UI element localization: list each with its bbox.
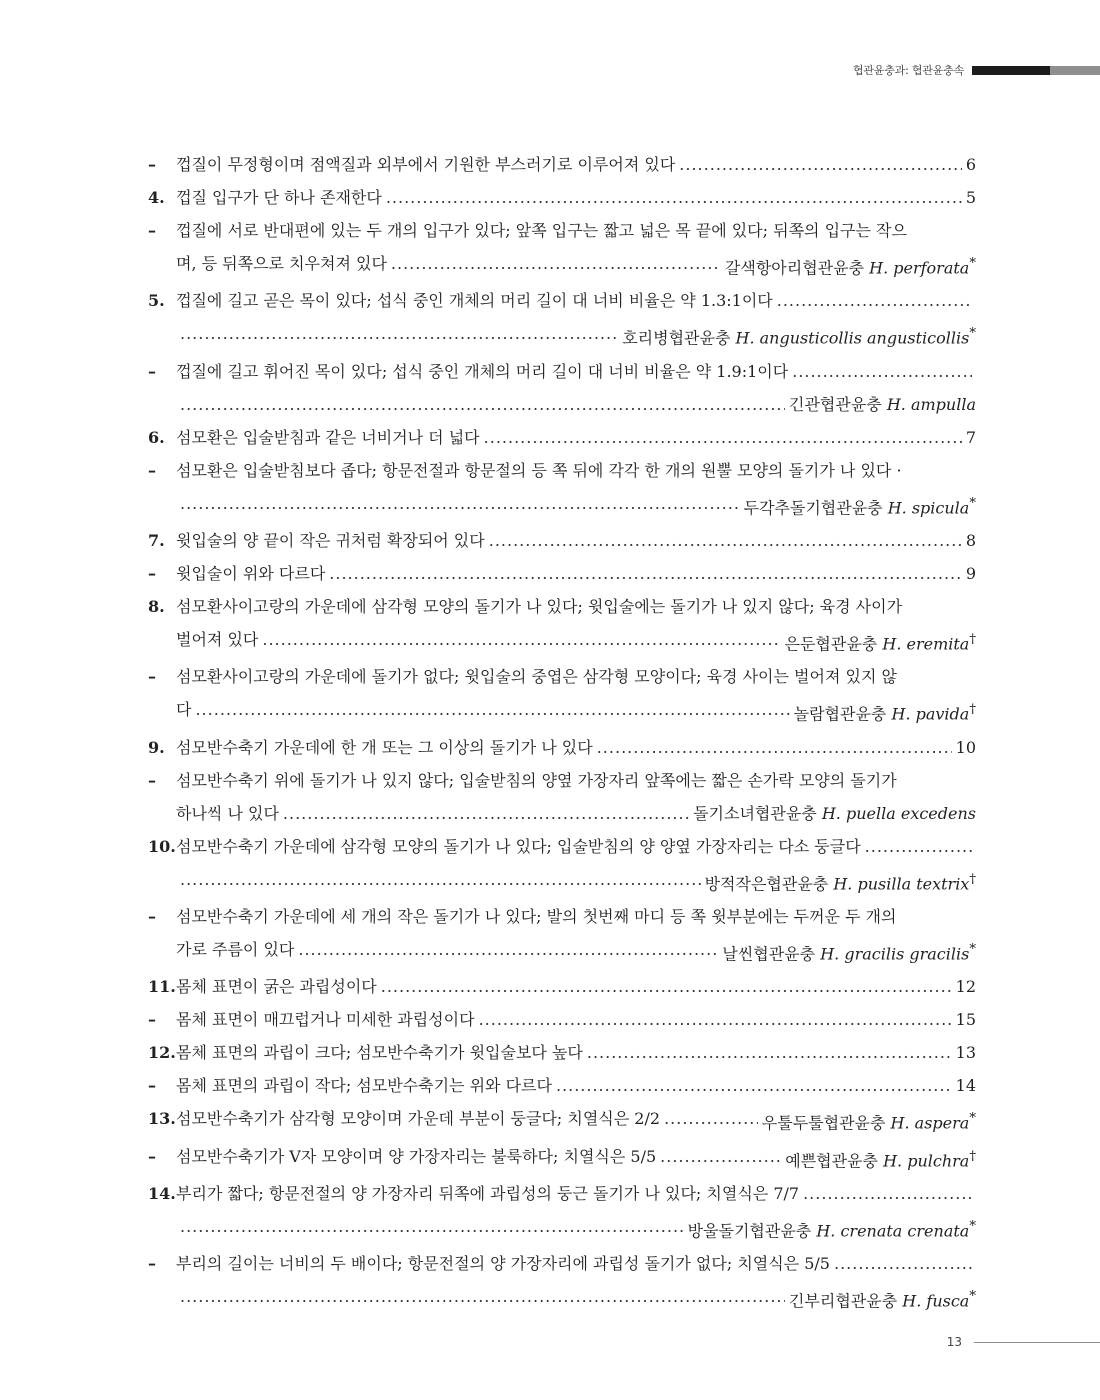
entry-result (956, 1069, 976, 1102)
key-entry (148, 1140, 976, 1177)
leader-dots (777, 284, 972, 317)
result-label: 13 (955, 1043, 976, 1063)
entry-text: 몸체 표면의 과립이 크다; 섬모반수축기가 윗입술보다 높다 (176, 1043, 583, 1063)
species-name: H. fusca (902, 1291, 970, 1311)
key-entry (148, 214, 976, 284)
key-entry (148, 1069, 976, 1102)
leader-dots (381, 970, 952, 1003)
result-label: 두각추돌기협관윤충 (743, 497, 883, 517)
page-number: 13 (946, 1335, 962, 1349)
entry-line (176, 590, 976, 623)
leader-dots (180, 487, 740, 524)
entry-line (176, 731, 976, 764)
species-mark: † (969, 1148, 976, 1164)
couplet-marker: – (148, 361, 156, 381)
leader-dots (587, 1036, 952, 1069)
key-entry (148, 524, 976, 557)
entry-body (176, 1247, 976, 1317)
result-label: 예쁜협관윤충 (785, 1150, 878, 1170)
entry-line (176, 797, 976, 830)
entry-body (176, 1102, 976, 1139)
entry-line (176, 1280, 976, 1317)
leader-dots (180, 1210, 684, 1247)
key-entry (148, 355, 976, 421)
entry-line (176, 487, 976, 524)
leader-dots (679, 148, 962, 181)
entry-body (176, 557, 976, 590)
entry-result (785, 623, 976, 660)
entry-result (722, 933, 976, 970)
species-name: H. angusticollis angusticollis (735, 328, 970, 348)
entry-text: 껍질에 길고 휘어진 목이 있다; 섭식 중인 개체의 머리 길이 대 너비 비율은 약 1.9:1이다 (176, 361, 789, 381)
entry-line (176, 1177, 976, 1210)
result-label: 5 (965, 188, 976, 207)
entry-body (176, 830, 976, 900)
entry-line (176, 355, 976, 388)
result-label: 긴부리협관윤충 (788, 1291, 898, 1311)
couplet-marker: 13. (148, 1109, 176, 1129)
couplet-marker: – (148, 906, 156, 926)
entry-text: 섬모환사이고랑의 가운데에 돌기가 없다; 윗입술의 중엽은 삼각형 모양이다; 육경 사이는 벌어져 있지 않 (176, 667, 897, 687)
leader-dots (489, 524, 962, 557)
result-label: 방적작은협관윤충 (704, 873, 829, 893)
key-entry (148, 1247, 976, 1317)
entry-line (176, 1003, 976, 1036)
leader-dots (391, 247, 721, 284)
entry-body (176, 1069, 976, 1102)
leader-dots (479, 1003, 952, 1036)
result-label: 놀람협관윤충 (793, 704, 887, 724)
entry-text: 섬모환사이고랑의 가운데에 삼각형 모양의 돌기가 나 있다; 윗입술에는 돌기가 나 있지 않다; 육경 사이가 (176, 596, 903, 616)
species-mark: † (969, 871, 976, 887)
species-name: H. eremita (882, 634, 970, 654)
entry-text: 부리가 짧다; 항문전절의 양 가장자리 뒤쪽에 과립성의 둥근 돌기가 나 있다; 치열식은 7/7 (176, 1183, 800, 1203)
species-mark: * (969, 326, 976, 342)
entry-line (176, 1102, 976, 1139)
couplet-marker: – (148, 1146, 156, 1166)
entry-text: 껍질 입구가 단 하나 존재한다 (176, 188, 382, 207)
entry-result (956, 970, 976, 1003)
key-entry (148, 1036, 976, 1069)
leader-dots (834, 1247, 972, 1280)
leader-dots (792, 355, 972, 388)
result-label: 호리병협관윤충 (622, 328, 731, 348)
entry-result (956, 731, 976, 764)
entry-text: 껍질이 무정형이며 점액질과 외부에서 기원한 부스러기로 이루어져 있다 (176, 155, 676, 174)
leader-dots (865, 830, 972, 863)
header-title: 협관윤충과: 협관윤충속 (852, 64, 964, 77)
couplet-marker: – (148, 1076, 156, 1096)
couplet-marker: – (148, 460, 156, 480)
couplet-marker: – (148, 221, 156, 240)
key-entry (148, 1003, 976, 1036)
species-name: H. aspera (890, 1113, 970, 1133)
species-name: H. gracilis gracilis (820, 944, 970, 964)
entry-text: 가로 주름이 있다 (176, 939, 295, 959)
entry-result (744, 487, 977, 524)
entry-line (176, 900, 976, 933)
result-label: 14 (955, 1076, 976, 1096)
footer-rule (974, 1342, 1100, 1343)
couplet-marker: 14. (148, 1183, 176, 1203)
leader-dots (195, 693, 789, 730)
entry-text: 섬모반수축기 가운데에 삼각형 모양의 돌기가 나 있다; 입술받침의 양 양옆 가장자리는 다소 둥글다 (176, 836, 861, 856)
entry-result (622, 317, 976, 354)
key-entry (148, 660, 976, 730)
couplet-marker: 9. (148, 737, 165, 757)
key-entry (148, 454, 976, 524)
entry-text: 섬모반수축기 가운데에 한 개 또는 그 이상의 돌기가 나 있다 (176, 737, 593, 757)
key-entry (148, 1177, 976, 1247)
entry-body (176, 731, 976, 764)
couplet-marker: 12. (148, 1043, 176, 1063)
leader-dots (283, 797, 689, 830)
entry-text: 껍질에 서로 반대편에 있는 두 개의 입구가 있다; 앞쪽 입구는 짧고 넓은 목 끝에 있다; 뒤쪽의 입구는 작으 (176, 221, 907, 240)
result-label: 15 (955, 1010, 976, 1030)
entry-text: 몸체 표면이 매끄럽거나 미세한 과립성이다 (176, 1010, 475, 1030)
species-name: H. puella excedens (821, 803, 976, 823)
entry-body (176, 524, 976, 557)
couplet-marker: – (148, 770, 156, 790)
entry-text: 섬모반수축기가 V자 모양이며 양 가장자리는 불룩하다; 치열식은 5/5 (176, 1146, 657, 1166)
entry-text: 다 (176, 700, 192, 720)
species-mark: * (969, 495, 976, 511)
species-mark: † (969, 702, 976, 718)
species-name: H. ampulla (886, 394, 976, 414)
entry-text: 몸체 표면이 굵은 과립성이다 (176, 977, 377, 997)
entry-body (176, 1140, 976, 1177)
entry-text: 섬모반수축기 위에 돌기가 나 있지 않다; 입술받침의 양옆 가장자리 앞쪽에는 짧은 손가락 모양의 돌기가 (176, 770, 897, 790)
couplet-marker: 8. (148, 596, 165, 616)
result-label: 12 (955, 977, 976, 997)
entry-line (176, 557, 976, 590)
result-label: 7 (965, 427, 976, 447)
leader-dots (484, 421, 962, 454)
entry-text: 윗입술의 양 끝이 작은 귀처럼 확장되어 있다 (176, 530, 485, 550)
entry-body (176, 284, 976, 354)
species-name: H. pusilla textrix (833, 873, 970, 893)
key-entry (148, 181, 976, 214)
entry-body (176, 421, 976, 454)
entry-result (956, 1003, 976, 1036)
key-entry (148, 284, 976, 354)
entry-line (176, 764, 976, 797)
leader-dots (180, 317, 618, 354)
entry-line (176, 830, 976, 863)
species-mark: * (969, 256, 976, 271)
leader-dots (386, 181, 962, 214)
entry-line (176, 524, 976, 557)
entry-line (176, 454, 976, 487)
species-mark: * (969, 1218, 976, 1234)
entry-result (705, 863, 976, 900)
entry-body (176, 764, 976, 830)
entry-line (176, 317, 976, 354)
leader-dots (329, 557, 962, 590)
entry-text: 섬모환은 입술받침보다 좁다; 항문전절과 항문절의 등 쪽 뒤에 각각 한 개의 원뿔 모양의 돌기가 나 있다 · (176, 460, 902, 480)
entry-line (176, 148, 976, 181)
entry-line (176, 863, 976, 900)
entry-line (176, 623, 976, 660)
key-entry (148, 830, 976, 900)
species-name: H. spicula (887, 497, 970, 517)
entry-body (176, 660, 976, 730)
result-label: 10 (955, 737, 976, 757)
entry-line (176, 693, 976, 730)
result-label: 우툴두툴협관윤충 (761, 1113, 886, 1133)
entry-result (966, 181, 976, 214)
result-label: 긴관협관윤충 (789, 394, 882, 414)
entry-body (176, 454, 976, 524)
entry-result (794, 693, 976, 730)
entry-text: 부리의 길이는 너비의 두 배이다; 항문전절의 양 가장자리에 과립성 돌기가 없다; 치열식은 5/5 (176, 1254, 830, 1274)
result-label: 날씬협관윤충 (722, 944, 816, 964)
entry-result (693, 797, 976, 830)
entry-result (762, 1102, 976, 1139)
leader-dots (803, 1177, 972, 1210)
leader-dots (180, 863, 701, 900)
entry-body (176, 148, 976, 181)
species-mark: * (969, 941, 976, 957)
species-name: H. pavida (891, 704, 970, 724)
entry-line (176, 247, 976, 284)
species-name: H. perforata (869, 258, 970, 278)
entry-text: 하나씩 나 있다 (176, 803, 279, 823)
species-name: H. crenata crenata (816, 1221, 970, 1241)
result-label: 6 (965, 155, 976, 174)
entry-line (176, 1069, 976, 1102)
result-label: 방울돌기협관윤충 (687, 1221, 812, 1241)
couplet-marker: – (148, 155, 156, 174)
entry-line (176, 660, 976, 693)
couplet-marker: 4. (148, 188, 165, 207)
entry-line (176, 970, 976, 1003)
entry-result (966, 421, 976, 454)
header-bar-dark (972, 66, 1050, 75)
leader-dots (262, 623, 780, 660)
result-label: 9 (965, 563, 976, 583)
entry-line (176, 1140, 976, 1177)
species-mark: * (969, 1289, 976, 1305)
species-name: H. pulchra (883, 1150, 970, 1170)
entry-text: 윗입술이 위와 다르다 (176, 563, 326, 583)
result-label: 은둔협관윤충 (784, 634, 878, 654)
entry-body (176, 1003, 976, 1036)
entry-text: 섬모환은 입술받침과 같은 너비거나 더 넓다 (176, 427, 480, 447)
couplet-marker: 5. (148, 291, 165, 311)
couplet-marker: 7. (148, 530, 165, 550)
couplet-marker: – (148, 1010, 156, 1030)
key-entry (148, 421, 976, 454)
entry-text: 몸체 표면의 과립이 작다; 섬모반수축기는 위와 다르다 (176, 1076, 552, 1096)
entry-text: 며, 등 뒤쪽으로 치우쳐져 있다 (176, 254, 387, 273)
entry-body (176, 590, 976, 660)
entry-result (966, 524, 976, 557)
entry-text: 섬모반수축기 가운데에 세 개의 작은 돌기가 나 있다; 발의 첫번째 마디 등 쪽 윗부분에는 두꺼운 두 개의 (176, 906, 897, 926)
entry-body (176, 970, 976, 1003)
header-bar-gray (1050, 66, 1100, 75)
key-entry (148, 731, 976, 764)
key-entry (148, 970, 976, 1003)
couplet-marker: 10. (148, 836, 176, 856)
key-entry (148, 590, 976, 660)
leader-dots (180, 1280, 785, 1317)
couplet-marker: – (148, 1254, 156, 1274)
leader-dots (660, 1140, 781, 1177)
key-entry (148, 557, 976, 590)
entry-body (176, 355, 976, 421)
entry-body (176, 900, 976, 970)
entry-result (966, 557, 976, 590)
leader-dots (298, 933, 718, 970)
entry-result (789, 1280, 976, 1317)
entry-line (176, 214, 976, 247)
entry-line (176, 1210, 976, 1247)
entry-result (966, 148, 976, 181)
couplet-marker: – (148, 563, 156, 583)
entry-line (176, 1247, 976, 1280)
entry-body (176, 181, 976, 214)
key-entry (148, 148, 976, 181)
running-header (853, 62, 1100, 78)
species-mark: † (969, 631, 976, 647)
entry-result (688, 1210, 976, 1247)
entry-text: 섬모반수축기가 삼각형 모양이며 가운데 부분이 둥글다; 치열식은 2/2 (176, 1109, 661, 1129)
result-label: 돌기소녀협관윤충 (693, 803, 817, 823)
entry-result (785, 1140, 976, 1177)
entry-line (176, 181, 976, 214)
entry-body (176, 1036, 976, 1069)
leader-dots (556, 1069, 952, 1102)
entry-line (176, 284, 976, 317)
entry-line (176, 1036, 976, 1069)
entry-text: 껍질에 길고 곧은 목이 있다; 섭식 중인 개체의 머리 길이 대 너비 비율은 약 1.3:1이다 (176, 291, 773, 311)
key-entry (148, 900, 976, 970)
result-label: 8 (965, 530, 976, 550)
entry-body (176, 1177, 976, 1247)
species-mark: * (969, 1111, 976, 1127)
leader-dots (597, 731, 952, 764)
entry-result (789, 388, 976, 421)
leader-dots (180, 388, 785, 421)
entry-result (725, 247, 976, 284)
key-entry (148, 1102, 976, 1139)
entry-line (176, 933, 976, 970)
identification-key (148, 148, 976, 1318)
page-footer (947, 1335, 1100, 1349)
couplet-marker: 6. (148, 427, 165, 447)
leader-dots (664, 1102, 758, 1139)
entry-line (176, 388, 976, 421)
key-entry (148, 764, 976, 830)
entry-text: 벌어져 있다 (176, 629, 259, 649)
entry-result (956, 1036, 976, 1069)
result-label: 갈색항아리협관윤충 (724, 258, 865, 278)
couplet-marker: 11. (148, 977, 176, 997)
couplet-marker: – (148, 667, 156, 687)
entry-body (176, 214, 976, 284)
entry-line (176, 421, 976, 454)
